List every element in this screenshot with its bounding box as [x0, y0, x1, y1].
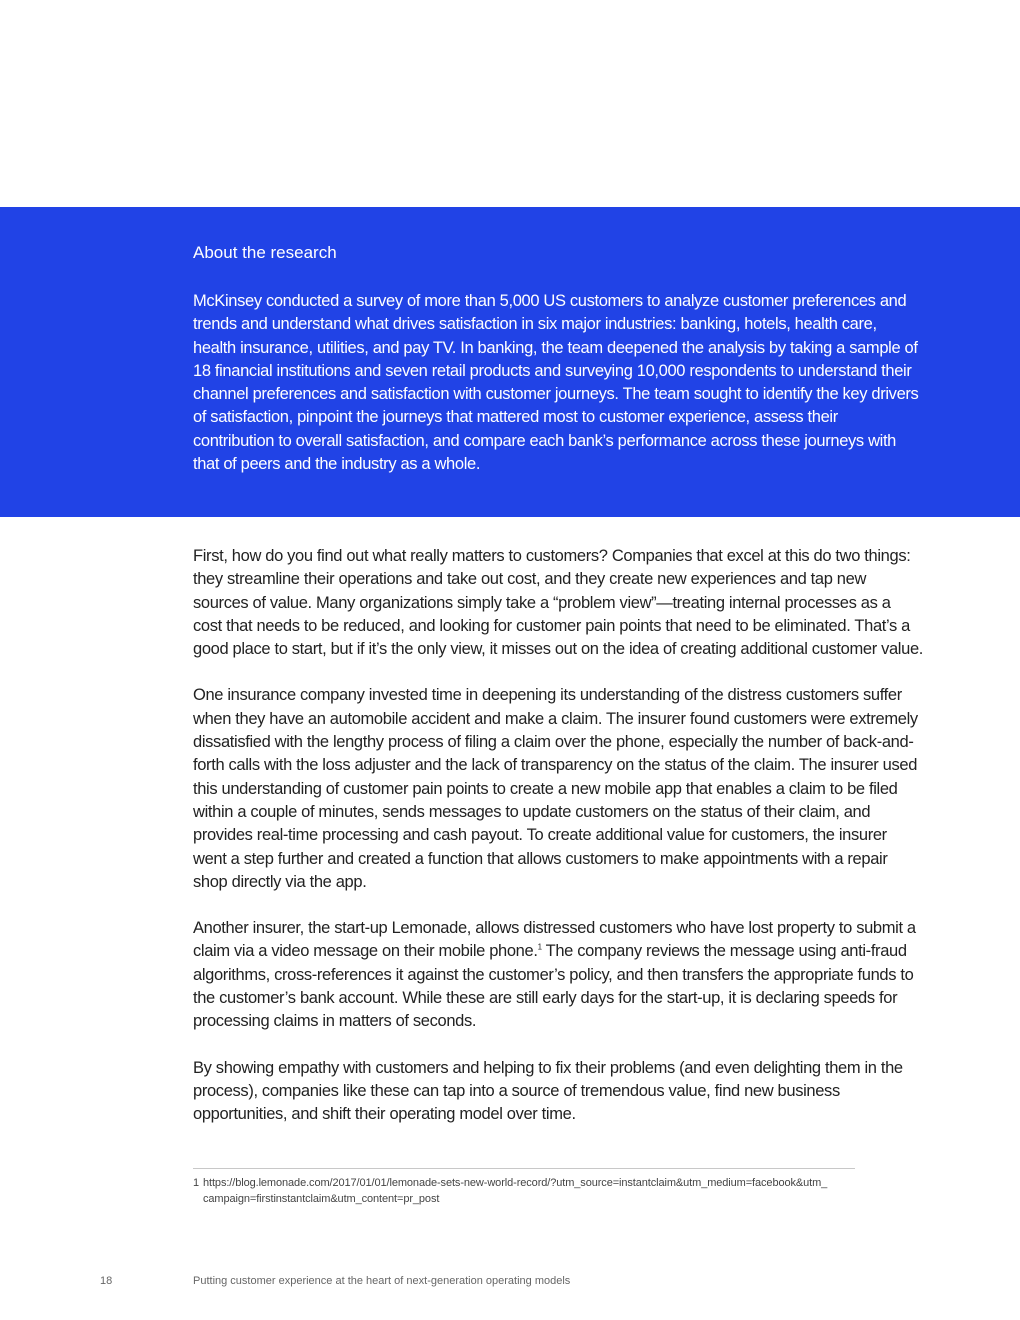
body-paragraph-4: By showing empathy with customers and helping to fix their problems (and even delighting them in the process), companies like these can tap into a source of tremendous value, find new business opportunities, and shift their operating model over time. [193, 1058, 903, 1124]
footnote-divider [193, 1168, 855, 1169]
footnote-number: 1 [193, 1177, 200, 1189]
body-paragraph-3 [193, 917, 923, 1033]
footnote-reference[interactable]: 1 [537, 942, 542, 952]
body-text [193, 545, 923, 1150]
body-paragraph-3-part-2: The company reviews the message using anti-fraud algorithms, cross-references it against the customer’s policy, and then transfers the appropriate funds to the customer’s bank account. While these are still early days for the start-up, it is declaring speeds for processing claims in matters of seconds. [193, 942, 914, 1031]
footnote [193, 1175, 903, 1207]
footnote-url-line-2[interactable]: campaign=firstinstantclaim&utm_content=pr_post [203, 1193, 440, 1205]
sidebar-heading: About the research [193, 243, 337, 262]
body-paragraph-1: First, how do you find out what really matters to customers? Companies that excel at this do two things: they streamline their operations and take out cost, and they create new experiences and tap new sources of value. Many organizations simply take a “problem view”—treating internal processes as a cost that needs to be reduced, and looking for customer pain points that need to be eliminated. That’s a good place to start, but if it’s the only view, it misses out on the idea of creating additional customer value. [193, 547, 924, 659]
about-the-research-box [0, 207, 1020, 517]
sidebar-paragraph: McKinsey conducted a survey of more than 5,000 US customers to analyze customer preferences and trends and understand what drives satisfaction in six major industries: banking, hotels, health care, health insurance, utilities, and pay TV. In banking, the team deepened the analysis by taking a sample of 18 financial institutions and seven retail products and surveying 10,000 respondents to understand their channel preferences and satisfaction with customer journeys. The team sought to identify the key drivers of satisfaction, pinpoint the journeys that mattered most to customer experience, assess their contribution to overall satisfaction, and compare each bank’s performance across these journeys with that of peers and the industry as a whole. [193, 292, 919, 474]
footnote-url-line-1[interactable]: https://blog.lemonade.com/2017/01/01/lemonade-sets-new-world-record/?utm_source=instantclaim&utm_medium=facebook&utm_ [203, 1177, 828, 1189]
running-footer-title: Putting customer experience at the heart of next-generation operating models [193, 1275, 571, 1287]
body-paragraph-3-part-1: Another insurer, the start-up Lemonade, allows distressed customers who have lost property to submit a claim via a video message on their mobile phone. [193, 919, 916, 961]
page-number: 18 [100, 1275, 113, 1287]
body-paragraph-2: One insurance company invested time in deepening its understanding of the distress customers suffer when they have an automobile accident and make a claim. The insurer found customers were extremely dissatisfied with the lengthy process of filing a claim over the phone, especially the number of back-and-forth calls with the loss adjuster and the lack of transparency on the status of the claim. The insurer used this understanding of customer pain points to create a new mobile app that enables a claim to be filed within a couple of minutes, sends messages to update customers on the status of their claim, and provides real-time processing and cash payout. To create additional value for customers, the insurer went a step further and created a function that allows customers to make appointments with a repair shop directly via the app. [193, 686, 918, 891]
